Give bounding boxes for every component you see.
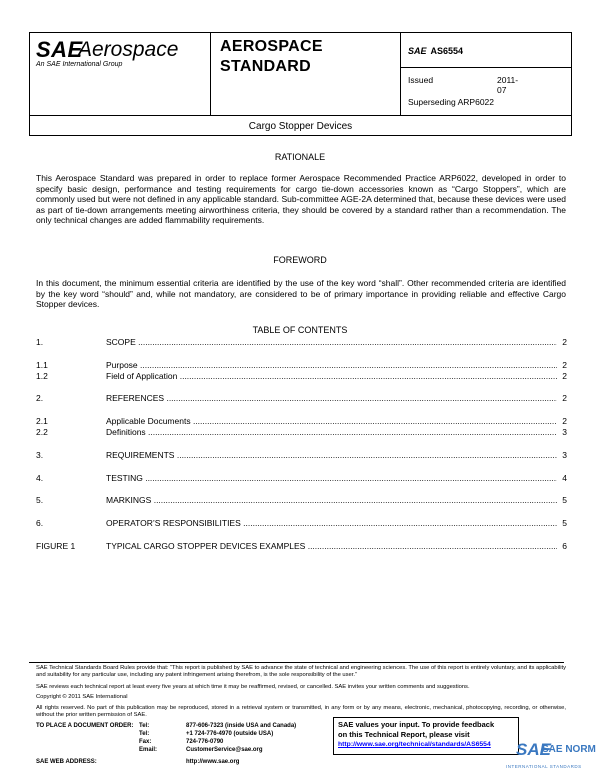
toc-entry[interactable]: 2.1 Applicable Documents ..... 2 [36, 416, 567, 427]
header-box [29, 32, 572, 136]
header-divider [210, 33, 211, 115]
toc-entry[interactable]: 2. REFERENCES ..... 2 [36, 393, 567, 404]
header-divider [30, 115, 571, 116]
rationale-heading: RATIONALE [274, 152, 326, 162]
toc-entry[interactable]: 1. SCOPE ..... 2 [36, 337, 567, 348]
toc-entry[interactable]: 5. MARKINGS ..... 5 [36, 495, 567, 506]
toc-entry[interactable]: 3. REQUIREMENTS ..... 3 [36, 450, 567, 461]
toc-entry[interactable]: 1.2 Field of Application ..... 2 [36, 371, 567, 382]
feedback-link[interactable]: http://www.sae.org/technical/standards/AS6554 [338, 741, 491, 748]
footer-divider [29, 662, 564, 663]
phone-inside[interactable]: 877-606-7323 (inside USA and Canada) [186, 723, 297, 729]
rights-text: All rights reserved. No part of this publication may be reproduced, stored in a retrieval system or transmitted, in any form or by any means, electronic, mechanical, photocopying, recording, or otherwise, without the prior written permission of SAE. [36, 705, 566, 719]
aerospace-logo-text: Aerospace [78, 38, 179, 61]
board-rules-text: SAE Technical Standards Board Rules provide that: “This report is published by SAE to advance the state of technical and engineering sciences. The use of this report is entirely voluntary, and its applicability and suitability for any particular use, including any patent infringement arising therefrom, is the sole responsibility of the user.” [36, 665, 566, 679]
header-divider [400, 67, 572, 68]
order-info: TO PLACE A DOCUMENT ORDER: Tel: 877-606-7323 (inside USA and Canada) Tel: +1 724-776-4970 (outside USA) Fax: 724-776-0790 Email: CustomerService@sae.org SAE WEB ADDRESS: http://www.sae.org [36, 723, 297, 765]
issued-date: Issued 2011-07 [408, 75, 519, 95]
document-id: SAE AS6554 [408, 46, 464, 56]
toc-entry[interactable]: 4. TESTING ..... 4 [36, 473, 567, 484]
standard-type: AEROSPACE STANDARD [220, 38, 323, 75]
phone-outside[interactable]: +1 724-776-4970 (outside USA) [186, 731, 274, 737]
toc-entry[interactable]: 1.1 Purpose ..... 2 [36, 360, 567, 371]
toc-heading: TABLE OF CONTENTS [252, 325, 348, 335]
toc-entry[interactable]: FIGURE 1 TYPICAL CARGO STOPPER DEVICES EXAMPLES ..... 6 [36, 541, 567, 552]
foreword-heading: FOREWORD [273, 255, 327, 265]
toc-entry[interactable]: 6. OPERATOR’S RESPONSIBILITIES ..... 5 [36, 518, 567, 529]
toc-entry[interactable]: 2.2 Definitions ..... 3 [36, 427, 567, 438]
feedback-box: SAE values your input. To provide feedback on this Technical Report, please visit http://www.sae.org/technical/standards/AS6554 [333, 717, 519, 755]
web-address-link[interactable]: http://www.sae.org [186, 759, 240, 765]
rationale-text: This Aerospace Standard was prepared in order to replace former Aerospace Recommended Practice ARP6022, developed in order to specify basic design, performance and testing requirements for cargo tie-down accessories known as “Cargo Stoppers”, which are commonly used but were not defined in any applicable standard. Sub-committee AGE-2A determined that, because these devices were used as part of tie-down arrangements meeting airworthiness criteria, they should be covered by a standard rather than a recommendation. The only technical changes are added flammability requirements. [36, 173, 566, 225]
sae-logo: SAE [36, 37, 83, 62]
copyright-text: Copyright © 2011 SAE International [36, 694, 128, 700]
email-link[interactable]: CustomerService@sae.org [186, 747, 263, 753]
review-text: SAE reviews each technical report at least every five years at which time it may be reaffirmed, revised, or cancelled. SAE invites your written comments and suggestions. [36, 684, 470, 690]
logo-subtitle: An SAE International Group [36, 61, 123, 68]
foreword-text: In this document, the minimum essential criteria are identified by the use of the key word “shall”. Other recommended criteria are identified by the key word “should” and, while not mandatory, are considered to be of primary importance in providing reliable and effective Cargo Stopper devices. [36, 278, 566, 309]
header-divider [400, 33, 401, 115]
fax-number: 724-776-0790 [186, 739, 224, 745]
superseding-note: Superseding ARP6022 [408, 97, 495, 107]
document-title: Cargo Stopper Devices [248, 121, 353, 132]
watermark-logo: SAE SAE NORM INTERNATIONAL STANDARDS [506, 740, 596, 769]
